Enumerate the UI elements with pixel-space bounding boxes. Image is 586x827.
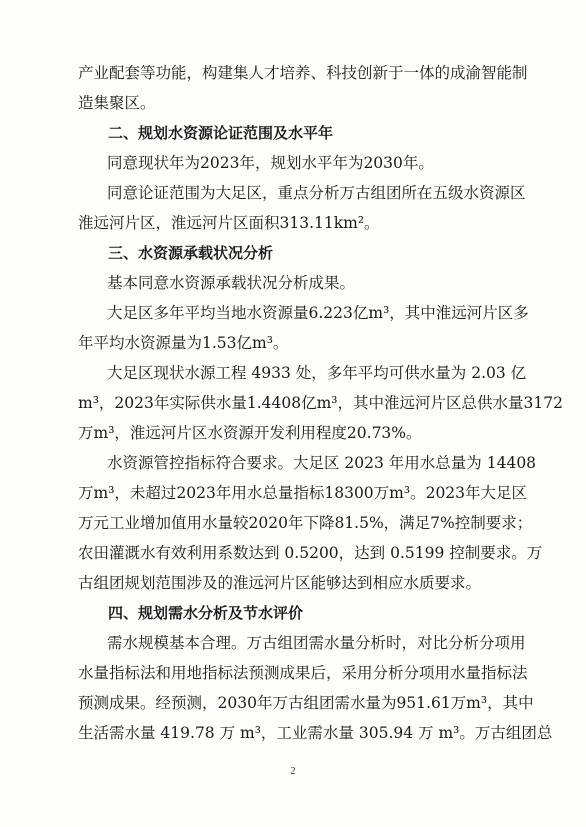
paragraph-line: 农田灌溉水有效利用系数达到 0.5200，达到 0.5199 控制要求。万 — [78, 544, 543, 562]
paragraph-line: 生活需水量 419.78 万 m³，工业需水量 305.94 万 m³。万古组团总 — [78, 724, 553, 742]
paragraph-line: 大足区现状水源工程 4933 处，多年平均可供水量为 2.03 亿 — [107, 364, 527, 382]
paragraph-line: 淮远河片区，淮远河片区面积313.11km²。 — [78, 214, 380, 232]
paragraph-line: 万m³，未超过2023年用水总量指标18300万m³。2023年大足区 — [78, 484, 528, 502]
paragraph-line: 万m³，淮远河片区水资源开发利用程度20.73%。 — [78, 424, 422, 442]
paragraph-line: 水资源管控指标符合要求。大足区 2023 年用水总量为 14408 — [107, 454, 537, 472]
page-number: 2 — [290, 765, 296, 777]
paragraph-line: 古组团规划范围涉及的淮远河片区能够达到相应水质要求。 — [78, 574, 482, 592]
section-heading: 三、水资源承载状况分析 — [108, 244, 274, 262]
paragraph-line: 万元工业增加值用水量较2020年下降81.5%，满足7%控制要求； — [78, 514, 533, 532]
paragraph-line: 水量指标法和用地指标法预测成果后，采用分析分项用水量指标法 — [78, 664, 528, 682]
paragraph-line: 预测成果。经预测，2030年万古组团需水量为951.61万m³，其中 — [78, 694, 534, 712]
paragraph-line: 需水规模基本合理。万古组团需水量分析时，对比分析分项用 — [107, 634, 526, 652]
paragraph-line: 基本同意水资源承载状况分析成果。 — [107, 274, 356, 292]
paragraph-line: 同意现状年为2023年，规划水平年为2030年。 — [107, 154, 434, 172]
paragraph-line: 年平均水资源量为1.53亿m³。 — [78, 334, 289, 352]
section-heading: 二、规划水资源论证范围及水平年 — [108, 124, 334, 142]
paragraph-line: 造集聚区。 — [78, 94, 156, 112]
paragraph-line: 产业配套等功能，构建集人才培养、科技创新于一体的成渝智能制 — [78, 64, 528, 82]
paragraph-line: 大足区多年平均当地水资源量6.223亿m³，其中淮远河片区多 — [107, 304, 529, 322]
section-heading: 四、规划需水分析及节水评价 — [108, 604, 304, 622]
paragraph-line: 同意论证范围为大足区，重点分析万古组团所在五级水资源区 — [107, 184, 526, 202]
paragraph-line: m³，2023年实际供水量1.4408亿m³，其中淮远河片区总供水量3172 — [78, 394, 563, 412]
